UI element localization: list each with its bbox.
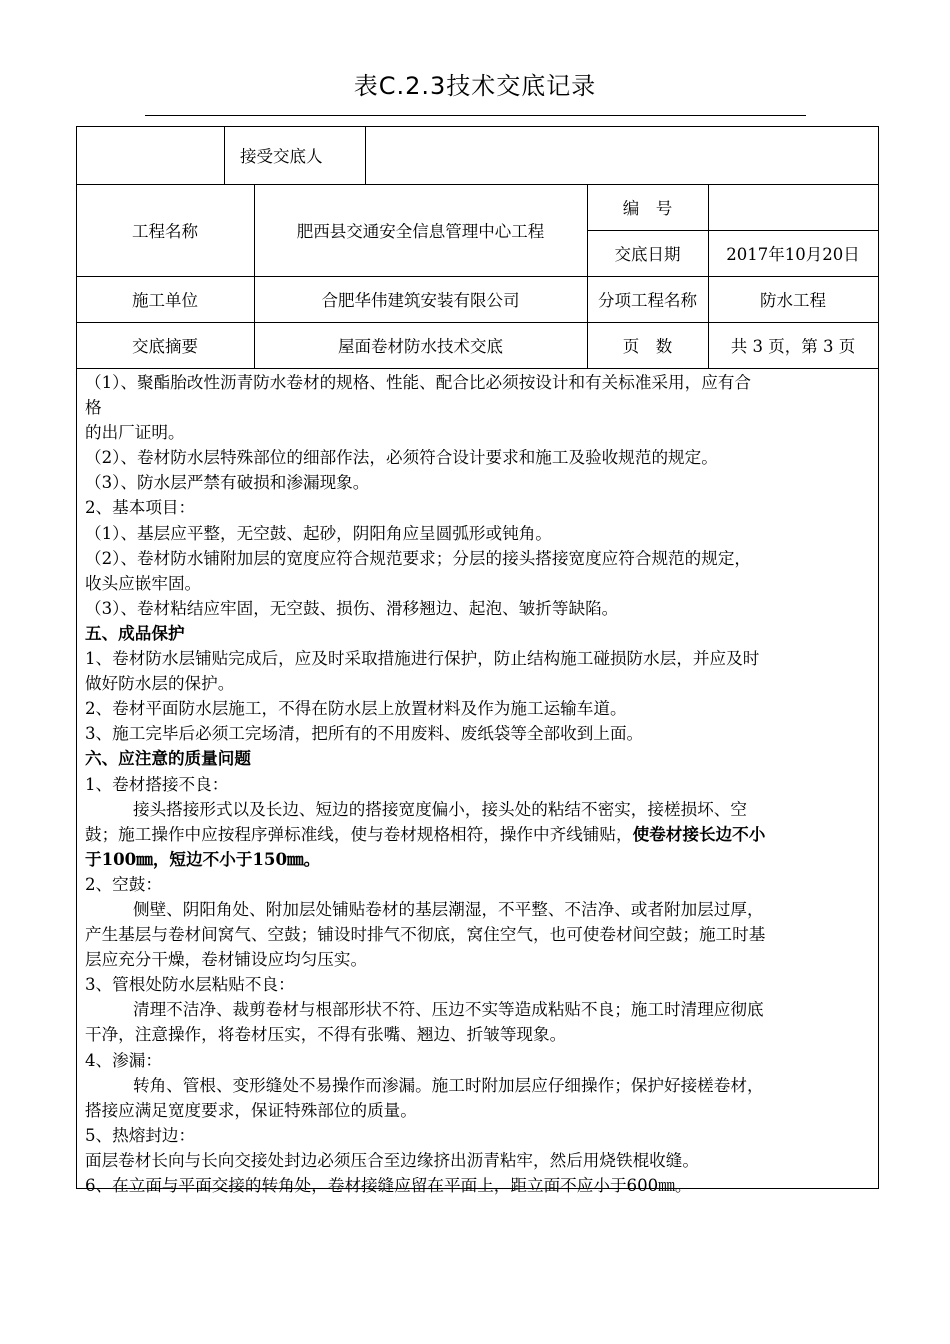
number-label: 编 号 xyxy=(622,199,673,218)
content-line: （2）、卷材防水层特殊部位的细部作法，必须符合设计要求和施工及验收规范的规定。 xyxy=(85,448,718,468)
content-line: 于100㎜，短边不小于150㎜。 xyxy=(85,848,321,869)
subproject-label: 分项工程名称 xyxy=(598,291,697,310)
content-line: 侧壁、阴阳角处、附加层处铺贴卷材的基层潮湿，不平整、不洁净、或者附加层过厚， xyxy=(133,899,764,919)
contractor-label: 施工单位 xyxy=(132,291,198,310)
content-line: 的出厂证明。 xyxy=(85,423,185,443)
pages-value: 共 3 页，第 3 页 xyxy=(730,337,856,356)
content-line: 4、渗漏： xyxy=(85,1050,162,1070)
content-emphasis: 使卷材接长边不小 xyxy=(632,823,766,844)
content-text: 鼓；施工操作中应按程序弹标准线，使与卷材规格相符，操作中齐线铺贴， xyxy=(85,824,633,844)
content-line: 产生基层与卷材间窝气、空鼓；铺设时排气不彻底，窝住空气，也可使卷材间空鼓；施工时基 xyxy=(85,925,766,945)
number-value xyxy=(708,184,878,230)
content-line: 1、卷材搭接不良： xyxy=(85,774,229,794)
summary-label: 交底摘要 xyxy=(132,337,198,356)
subproject-value: 防水工程 xyxy=(760,291,826,310)
content-line: 6、在立面与平面交接的转角处，卷材接缝应留在平面上，距立面不应小于600㎜。 xyxy=(85,1176,692,1195)
receiver-label: 接受交底人 xyxy=(240,147,323,166)
title-underline xyxy=(145,115,806,116)
content-line: 收头应嵌牢固。 xyxy=(85,573,202,593)
content-line: 做好防水层的保护。 xyxy=(85,674,235,694)
section-heading: 六、应注意的质量问题 xyxy=(85,748,251,769)
contractor-value: 合肥华伟建筑安装有限公司 xyxy=(321,291,520,310)
row-divider xyxy=(76,368,879,369)
content-line: 2、基本项目： xyxy=(85,498,196,518)
content-line: 层应充分干燥，卷材铺设应均匀压实。 xyxy=(85,950,368,970)
content-line: 搭接应满足宽度要求，保证特殊部位的质量。 xyxy=(85,1100,417,1120)
content-line: 1、卷材防水层铺贴完成后，应及时采取措施进行保护，防止结构施工碰损防水层，并应及时 xyxy=(85,649,760,669)
content-line: 干净，注意操作，将卷材压实，不得有张嘴、翘边、折皱等现象。 xyxy=(85,1025,567,1045)
content-line: （3）、卷材粘结应牢固，无空鼓、损伤、滑移翘边、起泡、皱折等缺陷。 xyxy=(85,598,619,618)
project-name-label: 工程名称 xyxy=(132,222,198,241)
content-line: 清理不洁净、裁剪卷材与根部形状不符、压边不实等造成粘贴不良；施工时清理应彻底 xyxy=(133,1000,764,1020)
summary-value: 屋面卷材防水技术交底 xyxy=(338,337,503,356)
table-border-right xyxy=(878,126,879,1188)
content-line: （1）、基层应平整，无空鼓、起砂，阴阳角应呈圆弧形或钝角。 xyxy=(85,523,552,543)
section-heading: 五、成品保护 xyxy=(85,622,185,643)
content-line: 3、施工完毕后必须工完场清，把所有的不用废料、废纸袋等全部收到上面。 xyxy=(85,724,644,744)
date-value: 2017年10月20日 xyxy=(726,245,860,264)
project-name-value: 肥西县交通安全信息管理中心工程 xyxy=(296,222,545,241)
content-line: （3）、防水层严禁有破损和渗漏现象。 xyxy=(85,473,370,493)
disclosure-content xyxy=(85,370,875,1198)
document-title: 表C.2.3技术交底记录 xyxy=(353,72,597,100)
content-line: 5、热熔封边： xyxy=(85,1125,196,1145)
content-line xyxy=(85,822,875,847)
content-line: 3、管根处防水层粘贴不良： xyxy=(85,975,295,995)
content-line: （1）、聚酯胎改性沥青防水卷材的规格、性能、配合比必须按设计和有关标准采用，应有合 xyxy=(85,373,752,392)
content-line: 2、卷材平面防水层施工，不得在防水层上放置材料及作为施工运输车道。 xyxy=(85,699,627,719)
pages-label: 页 数 xyxy=(622,337,673,356)
content-line: 面层卷材长向与长向交接处封边必须压合至边缘挤出沥青粘牢，然后用烧铁棍收缝。 xyxy=(85,1150,699,1170)
content-line: 接头搭接形式以及长边、短边的搭接宽度偏小，接头处的粘结不密实，接槎损坏、空 xyxy=(133,799,747,819)
date-label: 交底日期 xyxy=(614,245,681,264)
content-line: （2）、卷材防水铺附加层的宽度应符合规范要求；分层的接头搭接宽度应符合规范的规定， xyxy=(85,548,752,568)
content-line: 格 xyxy=(85,398,102,418)
content-line: 2、空鼓： xyxy=(85,874,162,894)
receiver-value xyxy=(365,126,878,184)
content-line: 转角、管根、变形缝处不易操作而渗漏。施工时附加层应仔细操作；保护好接槎卷材， xyxy=(133,1075,764,1095)
